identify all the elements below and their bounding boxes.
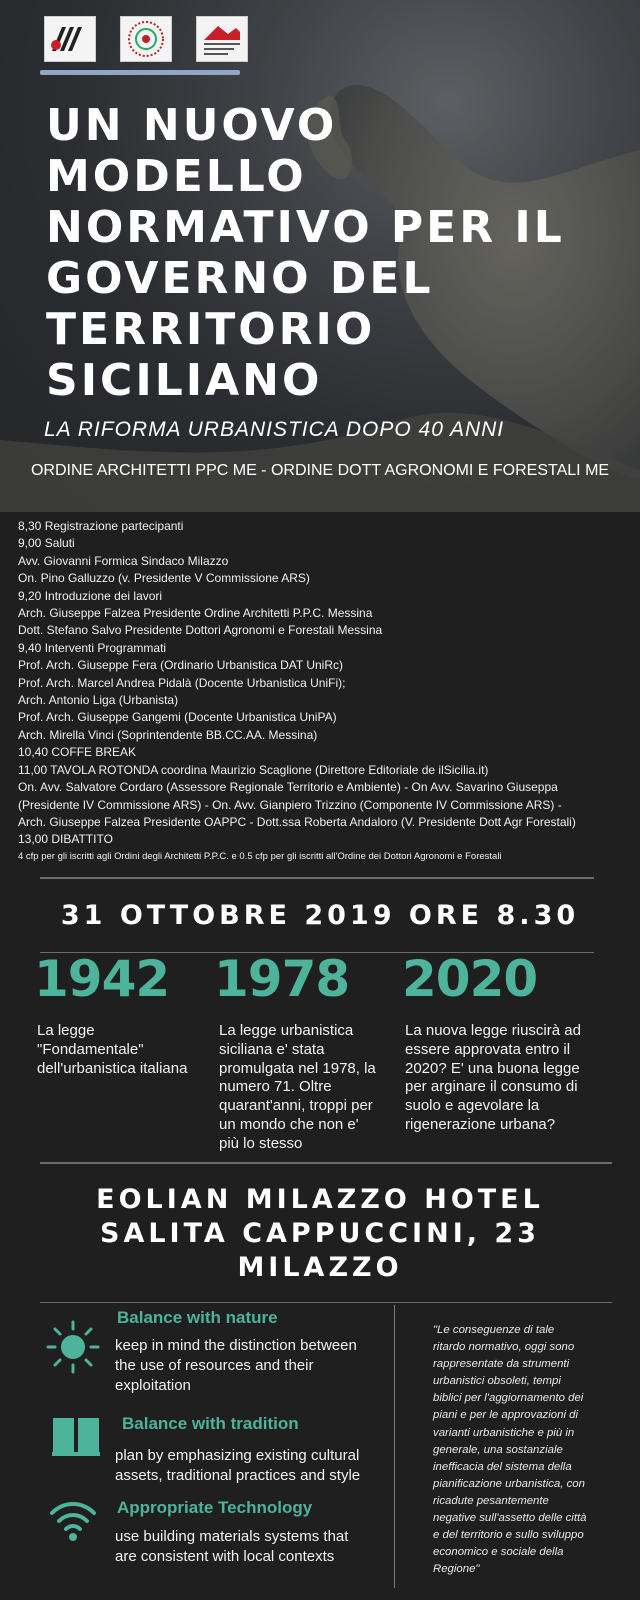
program-item: On. Pino Galluzzo (v. Presidente V Commissione ARS) (18, 571, 310, 586)
desc-line: La nuova legge riuscirà ad (405, 1022, 581, 1039)
program-item: Arch. Mirella Vinci (Soprintendente BB.CC.AA. Messina) (18, 727, 318, 742)
program-item: Prof. Arch. Giuseppe Fera (Ordinario Urbanistica DAT UniRc) (18, 658, 344, 673)
page-title (46, 100, 616, 406)
desc-line: La legge urbanistica (219, 1022, 354, 1039)
quote-line: "Le conseguenze di tale (433, 1324, 555, 1336)
desc-line: 2020? E' una buona legge (405, 1059, 580, 1077)
desc-line: un mondo che non e' (219, 1115, 359, 1133)
program-item: Avv. Giovanni Formica Sindaco Milazzo (18, 553, 229, 568)
title-line: TERRITORIO (46, 304, 376, 355)
quote-line: rappresentate da strumenti (433, 1358, 570, 1371)
title-line: GOVERNO DEL (46, 253, 434, 304)
logo-agronomi (120, 16, 172, 62)
feature-line: are consistent with local contexts (115, 1548, 335, 1565)
year-1978: 1978 (214, 950, 350, 1008)
quote-line: negative sull'assetto delle città (433, 1512, 587, 1525)
title-line: NORMATIVO PER IL (46, 202, 565, 253)
quote-line: urbanistici obsoleti, tempi (433, 1375, 561, 1388)
year-1978-description (219, 1022, 399, 1154)
program-item: On. Avv. Salvatore Cordaro (Assessore Regionale Territorio e Ambiente) - On Avv. Savarino Giuseppa (18, 780, 558, 795)
program-schedule (18, 518, 628, 865)
quote-line: generale, una sostanziale (433, 1443, 563, 1456)
feature-text-tradition (115, 1446, 395, 1486)
divider (40, 877, 594, 879)
logo-architetti (44, 16, 96, 62)
hero-section (0, 0, 640, 512)
agronomi-seal-icon (126, 19, 166, 59)
divider (40, 1162, 612, 1164)
feature-line: exploitation (115, 1377, 191, 1394)
desc-line: numero 71. Oltre (219, 1078, 332, 1096)
desc-line: per arginare il consumo di (405, 1078, 578, 1096)
title-line: MODELLO (46, 151, 307, 202)
logo-fondazione (196, 16, 248, 62)
quote-line: ritardo normativo, oggi sono (433, 1341, 575, 1354)
quote-line: e del territorio e sullo sviluppo (433, 1529, 584, 1542)
venue-address (0, 1183, 640, 1285)
title-line: UN NUOVO (46, 100, 338, 151)
quote-line: biblici per l'aggiornamento dei (433, 1392, 584, 1405)
program-item: 8,30 Registrazione partecipanti (18, 519, 184, 533)
program-item: 11,00 TAVOLA ROTONDA coordina Maurizio Scaglione (Direttore Editoriale de ilSicilia.it) (18, 762, 489, 777)
program-item: 9,00 Saluti (18, 536, 75, 551)
venue-line: EOLIAN MILAZZO HOTEL (96, 1184, 544, 1215)
program-item: Arch. Antonio Liga (Urbanista) (18, 693, 179, 708)
logo-underline (40, 70, 240, 75)
program-item: Prof. Arch. Marcel Andrea Pidalà (Docente Urbanistica UniFi); (18, 675, 346, 690)
program-item: Arch. Giuseppe Falzea Presidente Ordine Architetti P.P.C. Messina (18, 606, 373, 621)
feature-line: the use of resources and their (115, 1357, 314, 1374)
year-1942: 1942 (34, 950, 170, 1008)
desc-line: essere approvata entro il (405, 1040, 571, 1058)
feature-title-nature: Balance with nature (117, 1308, 278, 1327)
desc-line: "Fondamentale" (37, 1040, 144, 1058)
desc-line: La legge (37, 1022, 95, 1039)
fondazione-logo-icon (200, 20, 244, 58)
desc-line: suolo e agevolare la (405, 1097, 540, 1115)
desc-line: rigenerazione urbana? (405, 1115, 556, 1133)
year-2020-description (405, 1022, 610, 1135)
desc-line: siciliana e' stata (219, 1040, 325, 1058)
year-2020: 2020 (402, 950, 538, 1008)
quote-line: ricadute pesantemente (433, 1494, 549, 1507)
feature-line: use building materials systems that (115, 1528, 349, 1545)
title-line: SICILIANO (46, 355, 323, 406)
feature-line: assets, traditional practices and style (115, 1467, 361, 1484)
program-item: 9,20 Introduzione dei lavori (18, 588, 163, 603)
vertical-divider (394, 1305, 395, 1588)
feature-title-tradition: Balance with tradition (122, 1414, 299, 1433)
quote-block (433, 1322, 608, 1578)
program-item: Prof. Arch. Giuseppe Gangemi (Docente Urbanistica UniPA) (18, 710, 337, 725)
feature-line: plan by emphasizing existing cultural (115, 1447, 360, 1464)
subtitle: LA RIFORMA URBANISTICA DOPO 40 ANNI (44, 418, 505, 441)
program-item: 9,40 Interventi Programmati (18, 640, 167, 655)
feature-text-nature (115, 1336, 395, 1396)
quote-line: Regione" (433, 1563, 480, 1576)
quote-line: varianti urbanistiche e più in (433, 1426, 575, 1439)
wifi-icon (48, 1498, 98, 1542)
cfp-note: 4 cfp per gli iscritti agli Ordini degli Architetti P.P.C. e 0.5 cfp per gli iscritti all'Ordine dei Dottori Agronomi e Forestali (18, 850, 502, 862)
logo-group (44, 16, 248, 62)
quote-line: pianificazione urbanistica, con (433, 1477, 585, 1490)
desc-line: più lo stesso (219, 1134, 303, 1152)
program-item: 13,00 DIBATTITO (18, 832, 113, 847)
sun-icon (46, 1320, 100, 1374)
program-item: (Presidente IV Commissione ARS) - On. Avv. Gianpiero Trizzino (Componente IV Commissione ARS) - (18, 797, 562, 812)
desc-line: dell'urbanistica italiana (37, 1059, 188, 1077)
desc-line: quarant'anni, troppi per (219, 1097, 373, 1115)
quote-line: inefficacia del sistema della (433, 1460, 572, 1473)
divider (40, 1302, 612, 1303)
program-item: Dott. Stefano Salvo Presidente Dottori Agronomi e Forestali Messina (18, 623, 383, 638)
organizers-line: ORDINE ARCHITETTI PPC ME - ORDINE DOTT AGRONOMI E FORESTALI ME (30, 462, 610, 479)
program-item: 10,40 COFFE BREAK (18, 745, 137, 760)
book-icon (52, 1415, 100, 1457)
quote-line: economico e sociale della (433, 1546, 564, 1559)
event-date: 31 OTTOBRE 2019 ORE 8.30 (60, 900, 580, 931)
feature-title-technology: Appropriate Technology (117, 1498, 313, 1517)
year-1942-description (37, 1022, 207, 1078)
quote-line: piani e per le approvazioni di (433, 1409, 579, 1422)
venue-line: MILAZZO (237, 1252, 403, 1283)
feature-line: keep in mind the distinction between (115, 1337, 357, 1354)
desc-line: promulgata nel 1978, la (219, 1059, 376, 1077)
architetti-logo-icon (48, 21, 92, 57)
program-item: Arch. Giuseppe Falzea Presidente OAPPC - Dott.ssa Roberta Andaloro (V. Presidente Dott Agr Forestali) (18, 814, 576, 829)
venue-line: SALITA CAPPUCCINI, 23 (100, 1218, 540, 1249)
feature-text-technology (115, 1527, 395, 1567)
